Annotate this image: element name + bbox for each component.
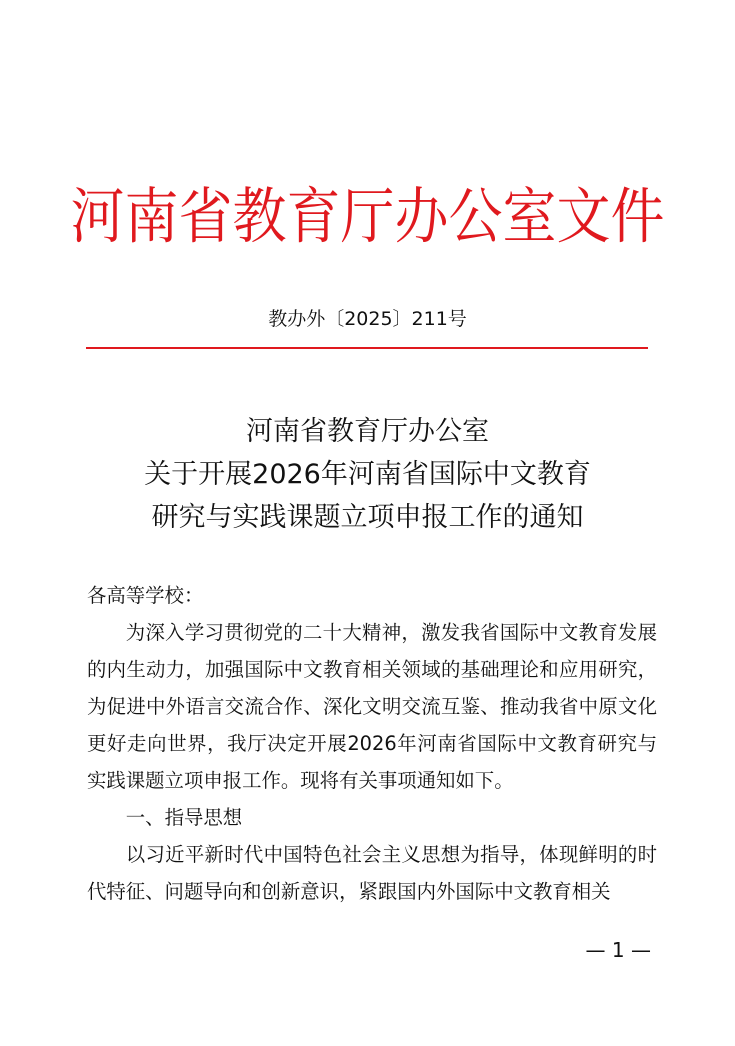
document-body (87, 577, 657, 910)
page-number: — 1 — (585, 938, 651, 962)
salutation: 各高等学校： (87, 584, 204, 607)
intro-paragraph: 为深入学习贯彻党的二十大精神，激发我省国际中文教育发展的内生动力，加强国际中文教育相关领域的基础理论和应用研究，为促进中外语言交流合作、深化文明交流互鉴、推动我省中原文化更好走向世界，我厅决定开展2026年河南省国际中文教育研究与实践课题立项申报工作。现将有关事项通知如下。 (87, 621, 657, 792)
red-divider-line (86, 347, 648, 349)
issuer-title: 河南省教育厅办公室文件 (70, 180, 665, 252)
title-line-1: 河南省教育厅办公室 (246, 416, 489, 447)
section-1-paragraph: 以习近平新时代中国特色社会主义思想为指导，体现鲜明的时代特征、问题导向和创新意识，紧跟国内外国际中文教育相关 (87, 843, 657, 903)
notice-title (0, 410, 735, 539)
section-heading-1: 一、指导思想 (125, 806, 243, 829)
document-number: 教办外〔2025〕211号 (268, 308, 467, 330)
title-line-3: 研究与实践课题立项申报工作的通知 (151, 502, 584, 533)
title-line-2: 关于开展2026年河南省国际中文教育 (144, 459, 591, 490)
